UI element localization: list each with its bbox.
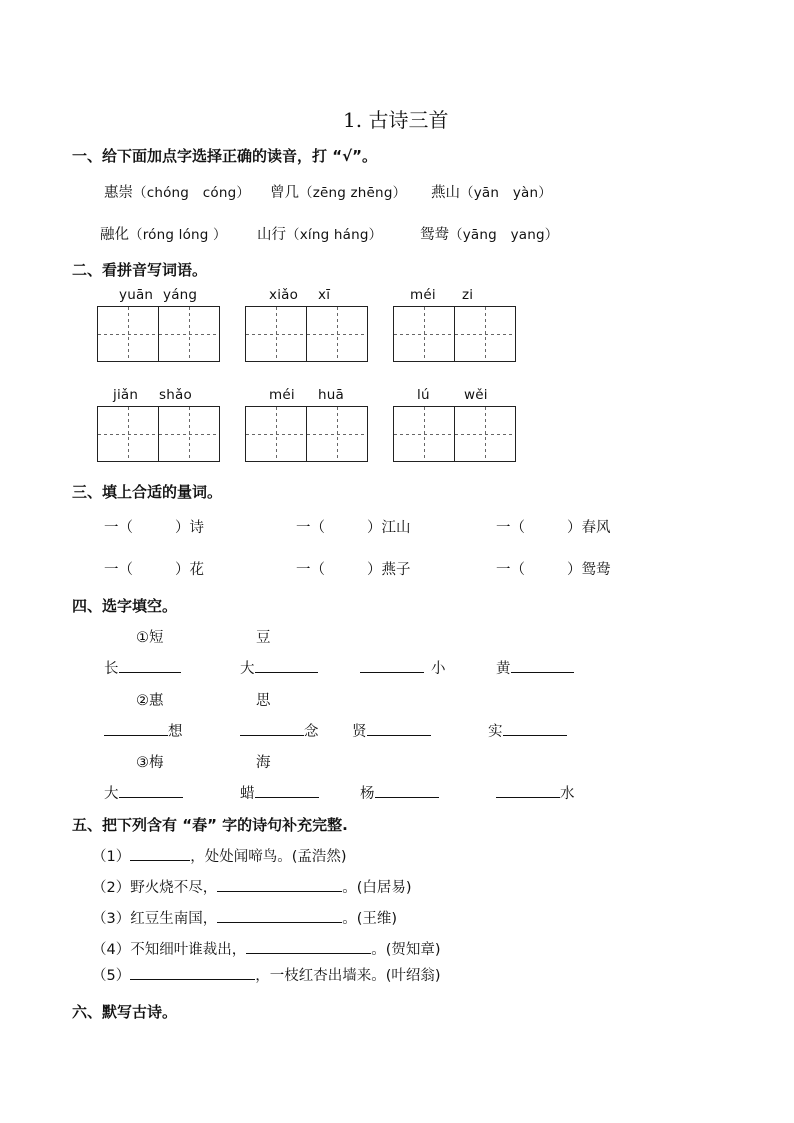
answer-blank[interactable] (246, 938, 371, 954)
fill-item (496, 782, 575, 803)
fill-item (488, 720, 567, 741)
measure-word-item (496, 516, 611, 537)
s1-item-3 (431, 181, 552, 202)
section-5-heading: 五、把下列含有 “春” 字的诗句补充完整. (72, 816, 348, 834)
line-text: 红豆生南国， (130, 911, 218, 927)
measure-word-item (496, 558, 611, 579)
s1-item-5 (257, 223, 382, 244)
answer-blank[interactable] (240, 720, 304, 736)
line-text: 野火烧不尽， (130, 880, 218, 896)
grid-cell[interactable] (454, 406, 516, 462)
answer-blank[interactable] (367, 720, 431, 736)
poem-line-3 (92, 907, 397, 928)
s1-options: （yāng yang） (449, 227, 559, 243)
noun: 燕子 (381, 562, 411, 578)
pinyin-label: yáng (163, 287, 198, 303)
answer-blank[interactable] (511, 657, 574, 673)
writing-grid-6[interactable] (393, 406, 515, 462)
fill-item (360, 782, 439, 803)
measure-word-item (104, 558, 204, 579)
grid-cell[interactable] (306, 306, 368, 362)
grid-cell[interactable] (306, 406, 368, 462)
prefix: 一（ (104, 520, 133, 536)
measure-word-item (104, 516, 204, 537)
line-number: （2） (92, 880, 131, 896)
section-2-heading: 二、看拼音写词语。 (72, 261, 208, 279)
s1-word: 鸳鸯 (420, 227, 449, 243)
answer-blank[interactable] (255, 782, 319, 798)
char-option: ①短 (136, 630, 164, 646)
char: 黄 (496, 661, 511, 677)
grid-cell[interactable] (97, 406, 159, 462)
pinyin-label: yuān (119, 287, 154, 303)
pinyin-label: huā (318, 387, 344, 403)
answer-blank[interactable] (503, 720, 567, 736)
pinyin-label: méi (269, 387, 295, 403)
char: 小 (431, 661, 446, 677)
char: 大 (104, 786, 119, 802)
pinyin-label: méi (410, 287, 436, 303)
answer-blank[interactable] (217, 876, 342, 892)
fill-item (360, 657, 446, 678)
s1-word: 曾几 (270, 185, 299, 201)
poem-line-4 (92, 938, 441, 959)
line-text: ，处处闻啼鸟。(孟浩然) (190, 849, 347, 865)
noun: 春风 (581, 520, 611, 536)
writing-grid-2[interactable] (245, 306, 367, 362)
s1-options: （chóng cóng） (133, 185, 251, 201)
section-3-heading: 三、填上合适的量词。 (72, 483, 223, 501)
char: 水 (560, 786, 575, 802)
grid-cell[interactable] (158, 306, 220, 362)
fill-item (104, 657, 181, 678)
noun: 江山 (381, 520, 411, 536)
page-title: 1. 古诗三首 (343, 108, 449, 132)
section-4-heading: 四、选字填空。 (72, 597, 178, 615)
fill-item (240, 657, 318, 678)
s1-word: 山行 (257, 227, 286, 243)
s1-item-4 (100, 223, 227, 244)
fill-item (104, 782, 183, 803)
char: 杨 (360, 786, 375, 802)
close-paren: ） (567, 562, 582, 578)
answer-blank[interactable] (360, 657, 424, 673)
pinyin-label: lú (417, 387, 430, 403)
noun: 鸳鸯 (581, 562, 611, 578)
s1-item-6 (420, 223, 558, 244)
grid-cell[interactable] (245, 306, 307, 362)
s1-options: （róng lóng ） (129, 227, 227, 243)
line-text: ，一枝红杏出墙来。(叶绍翁) (255, 968, 441, 984)
grid-cell[interactable] (454, 306, 516, 362)
s1-word: 燕山 (431, 185, 460, 201)
poem-line-5 (92, 964, 441, 985)
line-text: 不知细叶谁裁出， (130, 942, 247, 958)
pinyin-label: xī (318, 287, 331, 303)
grid-cell[interactable] (245, 406, 307, 462)
poem-line-1 (92, 845, 347, 866)
char: 贤 (352, 724, 367, 740)
line-text: 。(贺知章) (371, 942, 441, 958)
section-1-heading: 一、给下面加点字选择正确的读音，打 “√”。 (72, 147, 377, 165)
s1-options: （xíng háng） (286, 227, 383, 243)
fill-item (240, 720, 319, 741)
line-number: （4） (92, 942, 131, 958)
fill-item (352, 720, 431, 741)
pinyin-label: wěi (464, 387, 488, 403)
fill-item (240, 782, 319, 803)
s1-item-2 (270, 181, 406, 202)
answer-blank[interactable] (130, 964, 255, 980)
close-paren: ） (367, 520, 382, 536)
answer-blank[interactable] (217, 907, 342, 923)
answer-blank[interactable] (104, 720, 168, 736)
prefix: 一（ (496, 562, 525, 578)
char: 蜡 (240, 786, 255, 802)
answer-blank[interactable] (255, 657, 318, 673)
char: 实 (488, 724, 503, 740)
close-paren: ） (567, 520, 582, 536)
close-paren: ） (367, 562, 382, 578)
answer-blank[interactable] (496, 782, 560, 798)
answer-blank[interactable] (375, 782, 439, 798)
char-option: 豆 (256, 630, 271, 646)
line-text: 。(王维) (342, 911, 398, 927)
section-6-heading: 六、默写古诗。 (72, 1003, 178, 1021)
s1-word: 融化 (100, 227, 129, 243)
grid-cell[interactable] (158, 406, 220, 462)
grid-cell[interactable] (393, 306, 455, 362)
measure-word-item (296, 516, 411, 537)
char: 大 (240, 661, 255, 677)
s1-word: 惠崇 (104, 185, 133, 201)
noun: 诗 (189, 520, 204, 536)
measure-word-item (296, 558, 411, 579)
char-option: ③梅 (136, 755, 164, 771)
writing-grid-1[interactable] (97, 306, 219, 362)
s1-item-1 (104, 181, 250, 202)
writing-grid-3[interactable] (393, 306, 515, 362)
writing-grid-4[interactable] (97, 406, 219, 462)
fill-item (104, 720, 183, 741)
fill-item (496, 657, 574, 678)
close-paren: ） (175, 562, 190, 578)
s1-options: （zēng zhēng） (299, 185, 407, 201)
grid-cell[interactable] (97, 306, 159, 362)
grid-cell[interactable] (393, 406, 455, 462)
answer-blank[interactable] (119, 782, 183, 798)
line-number: （3） (92, 911, 131, 927)
prefix: 一（ (496, 520, 525, 536)
line-number: （5） (92, 968, 131, 984)
pinyin-label: xiǎo (269, 287, 299, 303)
writing-grid-5[interactable] (245, 406, 367, 462)
char-option: ②惠 (136, 693, 164, 709)
s1-options: （yān yàn） (460, 185, 552, 201)
prefix: 一（ (296, 562, 325, 578)
prefix: 一（ (104, 562, 133, 578)
pinyin-label: shǎo (159, 387, 192, 403)
prefix: 一（ (296, 520, 325, 536)
noun: 花 (189, 562, 204, 578)
char-option: 海 (256, 755, 271, 771)
pinyin-label: zi (462, 287, 474, 303)
answer-blank[interactable] (119, 657, 181, 673)
char: 想 (168, 724, 183, 740)
line-number: （1） (92, 849, 131, 865)
line-text: 。(白居易) (342, 880, 412, 896)
char: 念 (304, 724, 319, 740)
poem-line-2 (92, 876, 412, 897)
close-paren: ） (175, 520, 190, 536)
answer-blank[interactable] (130, 845, 190, 861)
char: 长 (104, 661, 119, 677)
pinyin-label: jiǎn (113, 387, 139, 403)
char-option: 思 (256, 693, 271, 709)
